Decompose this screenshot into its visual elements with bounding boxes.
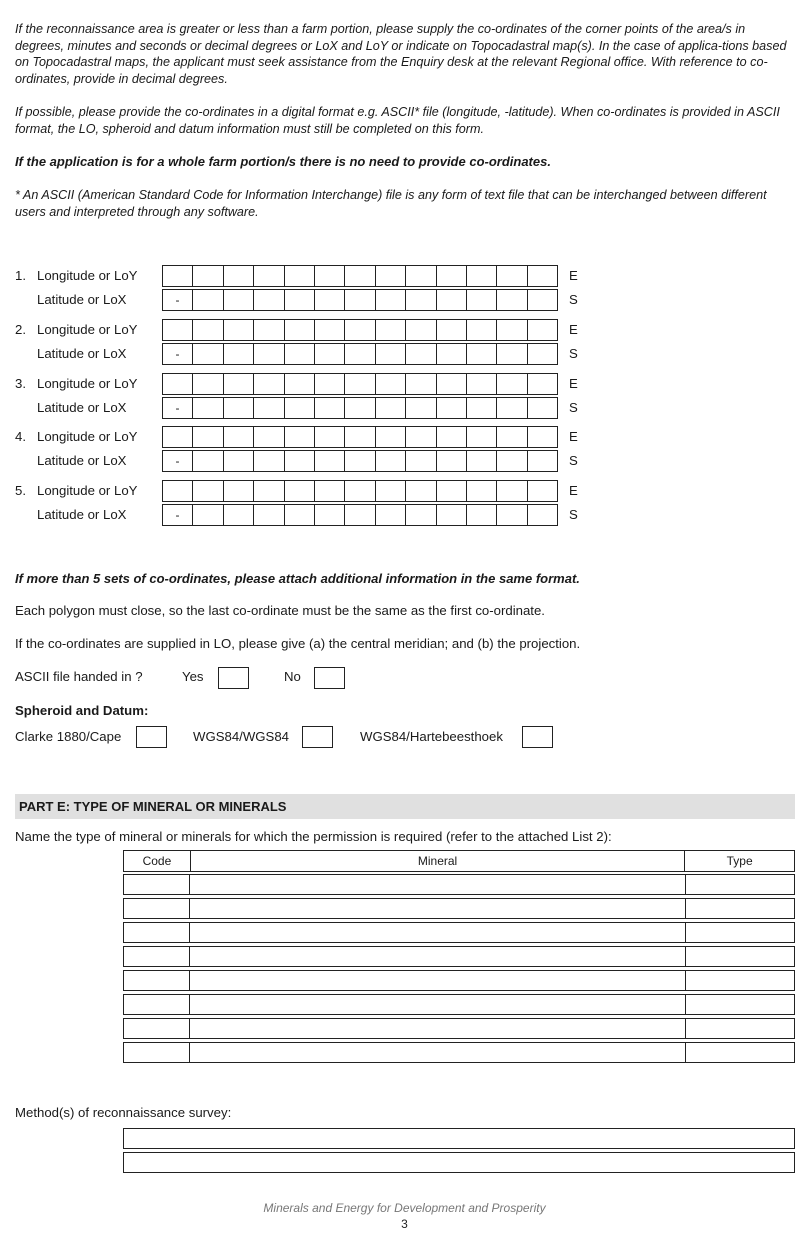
mineral-name-cell[interactable]	[189, 970, 686, 991]
south-suffix: S	[569, 292, 578, 307]
mineral-name-cell[interactable]	[189, 898, 686, 919]
longitude-digit-cell[interactable]	[375, 373, 406, 395]
col-mineral-header: Mineral	[190, 851, 684, 872]
south-suffix: S	[569, 507, 578, 522]
east-suffix: E	[569, 268, 578, 283]
latitude-digit-cell[interactable]: -	[162, 504, 193, 526]
longitude-digit-cell[interactable]	[223, 426, 254, 448]
latitude-digit-cell[interactable]	[344, 397, 376, 419]
latitude-digit-cell[interactable]	[466, 450, 497, 472]
latitude-digit-cell[interactable]	[192, 289, 224, 311]
method-field-2[interactable]	[123, 1152, 795, 1173]
longitude-digit-cell[interactable]	[192, 426, 224, 448]
latitude-digit-cell[interactable]	[405, 343, 437, 365]
ascii-no-checkbox[interactable]	[314, 667, 345, 689]
longitude-digit-cell[interactable]	[375, 319, 406, 341]
method-field-1[interactable]	[123, 1128, 795, 1149]
latitude-digit-cell[interactable]: -	[162, 450, 193, 472]
longitude-digit-cell[interactable]	[192, 319, 224, 341]
longitude-label: Longitude or LoY	[37, 376, 138, 391]
latitude-digit-cell[interactable]	[344, 289, 376, 311]
latitude-digit-cell[interactable]	[314, 289, 345, 311]
longitude-digit-cell[interactable]	[162, 480, 193, 502]
mineral-name-cell[interactable]	[189, 1018, 686, 1039]
longitude-digit-cell[interactable]	[223, 319, 254, 341]
hartebeesthoek-checkbox[interactable]	[522, 726, 553, 748]
method-label: Method(s) of reconnaissance survey:	[15, 1105, 232, 1120]
longitude-label: Longitude or LoY	[37, 322, 138, 337]
longitude-digit-cell[interactable]	[466, 480, 497, 502]
longitude-digit-cell[interactable]	[192, 480, 224, 502]
latitude-digit-cell[interactable]	[314, 397, 345, 419]
latitude-digit-cell[interactable]	[253, 397, 285, 419]
ascii-yes-label: Yes	[182, 669, 204, 684]
east-suffix: E	[569, 483, 578, 498]
latitude-digit-cell[interactable]	[466, 289, 497, 311]
polygon-close-note: Each polygon must close, so the last co-ordinate must be the same as the first co-ordinate.	[15, 603, 545, 618]
longitude-digit-cell[interactable]	[253, 265, 285, 287]
latitude-digit-cell[interactable]	[436, 289, 467, 311]
coord-row-number: 5.	[15, 483, 26, 498]
col-type-header: Type	[685, 851, 795, 872]
longitude-digit-cell[interactable]	[162, 265, 193, 287]
wgs84-checkbox[interactable]	[302, 726, 333, 748]
latitude-digit-cell[interactable]	[314, 450, 345, 472]
latitude-digit-cell[interactable]	[466, 397, 497, 419]
longitude-digit-cell[interactable]	[405, 480, 437, 502]
intro-paragraph-4: * An ASCII (American Standard Code for Information Interchange) file is any form of text file that can be interchanged between different users and interpreted through any software.	[15, 188, 767, 219]
longitude-digit-cell[interactable]	[162, 373, 193, 395]
south-suffix: S	[569, 346, 578, 361]
latitude-digit-cell[interactable]	[496, 397, 528, 419]
latitude-digit-cell[interactable]	[253, 450, 285, 472]
mineral-code-cell[interactable]	[123, 874, 190, 895]
mineral-type-cell[interactable]	[685, 874, 795, 895]
latitude-digit-cell[interactable]: -	[162, 343, 193, 365]
ascii-yes-checkbox[interactable]	[218, 667, 249, 689]
latitude-digit-cell[interactable]	[223, 504, 254, 526]
longitude-digit-cell[interactable]	[496, 319, 528, 341]
clarke-checkbox[interactable]	[136, 726, 167, 748]
mineral-code-cell[interactable]	[123, 994, 190, 1015]
latitude-digit-cell[interactable]	[192, 343, 224, 365]
longitude-digit-cell[interactable]	[344, 373, 376, 395]
mineral-code-cell[interactable]	[123, 1018, 190, 1039]
longitude-digit-cell[interactable]	[344, 480, 376, 502]
ascii-no-label: No	[284, 669, 301, 684]
longitude-digit-cell[interactable]	[496, 426, 528, 448]
longitude-digit-cell[interactable]	[192, 265, 224, 287]
longitude-digit-cell[interactable]	[466, 265, 497, 287]
longitude-digit-cell[interactable]	[314, 426, 345, 448]
latitude-digit-cell[interactable]	[527, 450, 558, 472]
latitude-digit-cell[interactable]	[192, 450, 224, 472]
longitude-label: Longitude or LoY	[37, 429, 138, 444]
latitude-digit-cell[interactable]	[375, 450, 406, 472]
longitude-digit-cell[interactable]	[284, 373, 315, 395]
coord-row-number: 4.	[15, 429, 26, 444]
longitude-digit-cell[interactable]	[436, 426, 467, 448]
latitude-digit-cell[interactable]	[436, 397, 467, 419]
intro-paragraph-1: If the reconnaissance area is greater or less than a farm portion, please supply the co-ordinates of the corner points of the area/s in degrees, minutes and seconds or decimal degrees or LoX and LoY or indicate on Topocadastral map(s). In the case of applica-tions based on Topocadastral maps, the applicant must seek assistance from the Enquiry desk at the relevant Regional office. With reference to co-ordinates, provide in decimal degrees.	[15, 22, 787, 86]
wgs84-label: WGS84/WGS84	[193, 729, 290, 744]
mineral-name-cell[interactable]	[189, 946, 686, 967]
intro-paragraph-2: If possible, please provide the co-ordinates in a digital format e.g. ASCII* file (longitude, -latitude). When co-ordinates is provided in ASCII format, the LO, spheroid and datum information must still be completed on this form.	[15, 105, 780, 136]
longitude-digit-cell[interactable]	[253, 426, 285, 448]
latitude-digit-cell[interactable]	[405, 450, 437, 472]
latitude-digit-cell[interactable]	[496, 289, 528, 311]
longitude-digit-cell[interactable]	[496, 373, 528, 395]
longitude-digit-cell[interactable]	[405, 426, 437, 448]
part-e-heading: PART E: TYPE OF MINERAL OR MINERALS	[19, 799, 287, 814]
longitude-digit-cell[interactable]	[466, 319, 497, 341]
latitude-digit-cell[interactable]	[344, 504, 376, 526]
longitude-digit-cell[interactable]	[284, 426, 315, 448]
coord-row-number: 1.	[15, 268, 26, 283]
more-than-five-note: If more than 5 sets of co-ordinates, please attach additional information in the same format.	[15, 571, 580, 586]
latitude-digit-cell[interactable]	[375, 397, 406, 419]
latitude-digit-cell[interactable]	[192, 504, 224, 526]
longitude-digit-cell[interactable]	[527, 480, 558, 502]
latitude-digit-cell[interactable]	[496, 343, 528, 365]
longitude-digit-cell[interactable]	[284, 265, 315, 287]
latitude-digit-cell[interactable]	[284, 450, 315, 472]
longitude-digit-cell[interactable]	[314, 265, 345, 287]
longitude-digit-cell[interactable]	[223, 373, 254, 395]
longitude-digit-cell[interactable]	[253, 480, 285, 502]
mineral-code-cell[interactable]	[123, 1042, 190, 1063]
longitude-digit-cell[interactable]	[496, 480, 528, 502]
mineral-code-cell[interactable]	[123, 970, 190, 991]
latitude-digit-cell[interactable]: -	[162, 289, 193, 311]
latitude-digit-cell[interactable]	[253, 289, 285, 311]
mineral-type-cell[interactable]	[685, 1042, 795, 1063]
spheroid-datum-heading: Spheroid and Datum:	[15, 703, 149, 718]
longitude-label: Longitude or LoY	[37, 268, 138, 283]
longitude-digit-cell[interactable]	[436, 319, 467, 341]
latitude-digit-cell[interactable]	[223, 397, 254, 419]
longitude-digit-cell[interactable]	[314, 319, 345, 341]
longitude-digit-cell[interactable]	[527, 265, 558, 287]
longitude-digit-cell[interactable]	[314, 480, 345, 502]
latitude-digit-cell[interactable]	[284, 289, 315, 311]
east-suffix: E	[569, 376, 578, 391]
latitude-digit-cell[interactable]	[223, 289, 254, 311]
longitude-digit-cell[interactable]	[496, 265, 528, 287]
latitude-digit-cell[interactable]	[223, 450, 254, 472]
mineral-code-cell[interactable]	[123, 946, 190, 967]
latitude-digit-cell[interactable]	[466, 504, 497, 526]
mineral-table	[123, 850, 795, 872]
latitude-digit-cell[interactable]	[466, 343, 497, 365]
latitude-digit-cell[interactable]	[284, 397, 315, 419]
latitude-digit-cell[interactable]	[253, 504, 285, 526]
longitude-digit-cell[interactable]	[162, 319, 193, 341]
latitude-digit-cell[interactable]	[405, 504, 437, 526]
coord-row-number: 2.	[15, 322, 26, 337]
ascii-file-label: ASCII file handed in ?	[15, 669, 143, 684]
part-e-instruction: Name the type of mineral or minerals for which the permission is required (refer to the attached List 2):	[15, 829, 612, 844]
latitude-label: Latitude or LoX	[37, 507, 127, 522]
lo-projection-note: If the co-ordinates are supplied in LO, please give (a) the central meridian; and (b) the projection.	[15, 636, 581, 651]
latitude-digit-cell[interactable]	[405, 289, 437, 311]
latitude-digit-cell[interactable]	[527, 343, 558, 365]
latitude-digit-cell[interactable]	[375, 289, 406, 311]
latitude-digit-cell[interactable]	[527, 289, 558, 311]
latitude-label: Latitude or LoX	[37, 400, 127, 415]
longitude-digit-cell[interactable]	[436, 480, 467, 502]
mineral-code-cell[interactable]	[123, 922, 190, 943]
latitude-digit-cell[interactable]	[314, 343, 345, 365]
latitude-digit-cell[interactable]	[496, 504, 528, 526]
latitude-digit-cell[interactable]	[284, 343, 315, 365]
clarke-label: Clarke 1880/Cape	[15, 729, 122, 744]
longitude-digit-cell[interactable]	[284, 480, 315, 502]
longitude-digit-cell[interactable]	[192, 373, 224, 395]
longitude-digit-cell[interactable]	[314, 373, 345, 395]
page-number: 3	[401, 1217, 408, 1231]
col-code-header: Code	[124, 851, 191, 872]
south-suffix: S	[569, 400, 578, 415]
mineral-name-cell[interactable]	[189, 874, 686, 895]
latitude-digit-cell[interactable]	[314, 504, 345, 526]
latitude-label: Latitude or LoX	[37, 453, 127, 468]
longitude-digit-cell[interactable]	[466, 373, 497, 395]
longitude-digit-cell[interactable]	[223, 265, 254, 287]
longitude-digit-cell[interactable]	[527, 373, 558, 395]
longitude-digit-cell[interactable]	[375, 426, 406, 448]
longitude-digit-cell[interactable]	[162, 426, 193, 448]
latitude-digit-cell[interactable]: -	[162, 397, 193, 419]
latitude-label: Latitude or LoX	[37, 292, 127, 307]
mineral-name-cell[interactable]	[189, 994, 686, 1015]
longitude-digit-cell[interactable]	[284, 319, 315, 341]
longitude-digit-cell[interactable]	[223, 480, 254, 502]
east-suffix: E	[569, 322, 578, 337]
latitude-digit-cell[interactable]	[344, 343, 376, 365]
longitude-digit-cell[interactable]	[436, 373, 467, 395]
longitude-digit-cell[interactable]	[344, 319, 376, 341]
mineral-code-cell[interactable]	[123, 898, 190, 919]
latitude-digit-cell[interactable]	[527, 397, 558, 419]
latitude-digit-cell[interactable]	[253, 343, 285, 365]
longitude-digit-cell[interactable]	[405, 373, 437, 395]
mineral-name-cell[interactable]	[189, 1042, 686, 1063]
longitude-digit-cell[interactable]	[375, 265, 406, 287]
mineral-type-cell[interactable]	[685, 946, 795, 967]
latitude-label: Latitude or LoX	[37, 346, 127, 361]
mineral-type-cell[interactable]	[685, 970, 795, 991]
latitude-digit-cell[interactable]	[284, 504, 315, 526]
longitude-digit-cell[interactable]	[253, 319, 285, 341]
east-suffix: E	[569, 429, 578, 444]
longitude-digit-cell[interactable]	[527, 426, 558, 448]
coord-row-number: 3.	[15, 376, 26, 391]
longitude-digit-cell[interactable]	[527, 319, 558, 341]
latitude-digit-cell[interactable]	[436, 504, 467, 526]
longitude-digit-cell[interactable]	[405, 319, 437, 341]
longitude-digit-cell[interactable]	[253, 373, 285, 395]
mineral-type-cell[interactable]	[685, 922, 795, 943]
latitude-digit-cell[interactable]	[496, 450, 528, 472]
longitude-digit-cell[interactable]	[344, 265, 376, 287]
mineral-type-cell[interactable]	[685, 898, 795, 919]
latitude-digit-cell[interactable]	[223, 343, 254, 365]
south-suffix: S	[569, 453, 578, 468]
latitude-digit-cell[interactable]	[405, 397, 437, 419]
longitude-digit-cell[interactable]	[466, 426, 497, 448]
latitude-digit-cell[interactable]	[375, 343, 406, 365]
footer-tagline: Minerals and Energy for Development and Prosperity	[263, 1201, 546, 1215]
mineral-type-cell[interactable]	[685, 994, 795, 1015]
longitude-digit-cell[interactable]	[344, 426, 376, 448]
longitude-label: Longitude or LoY	[37, 483, 138, 498]
latitude-digit-cell[interactable]	[436, 343, 467, 365]
latitude-digit-cell[interactable]	[344, 450, 376, 472]
latitude-digit-cell[interactable]	[192, 397, 224, 419]
hartebeesthoek-label: WGS84/Hartebeesthoek	[360, 729, 503, 744]
longitude-digit-cell[interactable]	[375, 480, 406, 502]
longitude-digit-cell[interactable]	[436, 265, 467, 287]
mineral-type-cell[interactable]	[685, 1018, 795, 1039]
longitude-digit-cell[interactable]	[405, 265, 437, 287]
latitude-digit-cell[interactable]	[375, 504, 406, 526]
latitude-digit-cell[interactable]	[436, 450, 467, 472]
intro-paragraph-3: If the application is for a whole farm portion/s there is no need to provide co-ordinates.	[15, 154, 551, 169]
latitude-digit-cell[interactable]	[527, 504, 558, 526]
mineral-name-cell[interactable]	[189, 922, 686, 943]
